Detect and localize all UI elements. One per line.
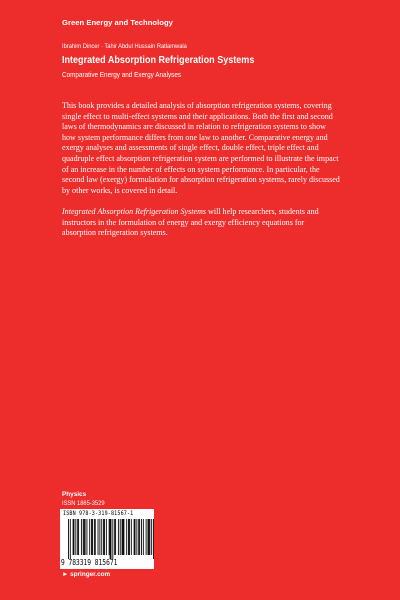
barcode-bar [78, 519, 79, 555]
book-description [62, 101, 340, 239]
barcode-bar [136, 519, 137, 555]
barcode-bar [106, 519, 107, 555]
barcode-bar [101, 519, 102, 555]
barcode-bar [131, 519, 132, 555]
description-paragraph [62, 207, 340, 239]
barcode-bar [110, 519, 111, 559]
barcode-bar [95, 519, 96, 555]
series-name: Green Energy and Technology [62, 18, 173, 27]
barcode-bar [138, 519, 139, 555]
barcode-bar [153, 519, 154, 559]
authors: Ibrahim Dincer · Tahir Abdul Hussain Ratlamwala [62, 43, 187, 50]
publisher-link[interactable]: ► springer.com [62, 571, 111, 578]
barcode-bar [85, 519, 86, 555]
barcode-bar [126, 519, 127, 555]
barcode-bar [118, 519, 119, 555]
description-text: will help researchers, students and instructors in the formulation of energy and exergy efficiency equations for absorption refrigeration systems. [62, 206, 319, 238]
barcode-bar [123, 519, 124, 555]
barcode-bar [86, 519, 87, 555]
barcode-bar [148, 519, 149, 555]
barcode-bar [104, 519, 105, 555]
barcode-bar [120, 519, 121, 555]
barcode-bar [128, 519, 129, 555]
barcode-block [60, 509, 154, 569]
barcode-bar [112, 519, 113, 559]
barcode-bar [98, 519, 99, 555]
book-title: Integrated Absorption Refrigeration Systems [62, 54, 255, 66]
barcode-bar [122, 519, 123, 555]
barcode-bar [83, 519, 84, 555]
barcode-bar [151, 519, 152, 555]
barcode-bar [149, 519, 150, 555]
barcode-bar [129, 519, 130, 555]
description-paragraph: This book provides a detailed analysis of absorption refrigeration systems, covering single effect to multi-effect systems and their applications. Both the first and second laws of thermodynamics are discussed in relation to refrigeration systems to show how system performance differs from one law to another. Comparative energy and exergy analyses and assessments of single effect, double effect, triple effect and quadruple effect absorption refrigeration system are performed to illustrate the impact of an increase in the number of effects on system performance. In particular, the second law (exergy) formulation for absorption refrigeration systems, rarely discussed by other works, is covered in detail. [62, 101, 340, 195]
barcode-bar [81, 519, 82, 555]
barcode-bar [109, 519, 110, 555]
barcode-bar [123, 519, 124, 555]
barcode-bar [114, 519, 115, 555]
barcode-bar [94, 519, 95, 555]
subject-category: Physics [62, 491, 87, 498]
book-subtitle: Comparative Energy and Exergy Analyses [62, 70, 182, 79]
barcode-bar [77, 519, 78, 555]
isbn-label: ISBN 978-3-319-81567-1 [63, 510, 134, 517]
barcode-bar [89, 519, 90, 555]
barcode-bar [111, 519, 112, 559]
barcode-bar [139, 519, 140, 555]
barcode-bar [99, 519, 100, 555]
barcode-bar [84, 519, 85, 555]
barcode-bar [75, 519, 76, 555]
barcode-bar [91, 519, 92, 555]
barcode-bar [74, 519, 75, 555]
barcode-bar [146, 519, 147, 555]
barcode-bar [68, 519, 69, 559]
barcode-bar [92, 519, 93, 555]
barcode-bar [141, 519, 142, 555]
barcode-bar [70, 519, 71, 559]
issn: ISSN 1865-3529 [62, 500, 105, 507]
barcode-bar [148, 519, 149, 555]
description-book-title: Integrated Absorption Refrigeration Systems [62, 206, 207, 216]
barcode-bar [135, 519, 136, 555]
barcode-digits: 9 783319 815671 [61, 558, 118, 567]
barcode-bar [134, 519, 135, 555]
barcode-icon [68, 519, 154, 559]
barcode-bar [143, 519, 144, 555]
barcode-bar [103, 519, 104, 555]
barcode-bar [73, 519, 74, 555]
barcode-bar [115, 519, 116, 555]
